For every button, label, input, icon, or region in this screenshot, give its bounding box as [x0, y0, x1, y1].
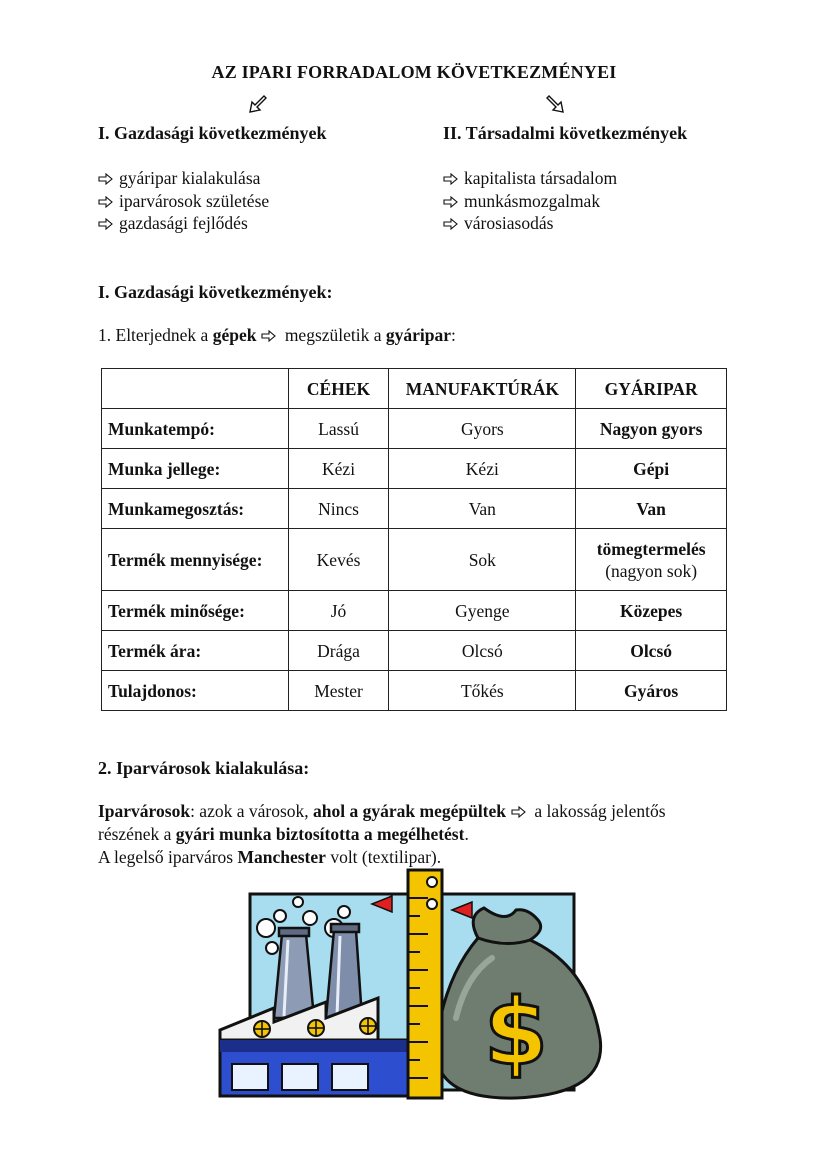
- table-header-cehek: CÉHEK: [288, 369, 389, 409]
- cell-cehek: Nincs: [288, 489, 389, 529]
- table-row: [102, 671, 727, 711]
- cell-cehek: Mester: [288, 671, 389, 711]
- arrow-down-right-icon: [544, 93, 566, 115]
- cell-gyaripar: Gépi: [576, 449, 727, 489]
- row-label: Munka jellege:: [102, 449, 289, 489]
- table-row: [102, 529, 727, 591]
- cell-manufakturak: Olcsó: [389, 631, 576, 671]
- cell-gyaripar-main: tömegtermelés: [596, 538, 706, 559]
- table-header-manufakturak: MANUFAKTÚRÁK: [389, 369, 576, 409]
- row-label: Munkamegosztás:: [102, 489, 289, 529]
- cell-gyaripar-note: (nagyon sok): [605, 560, 698, 581]
- section1-heading: I. Gazdasági következmények:: [98, 282, 333, 302]
- cell-cehek: Kézi: [288, 449, 389, 489]
- arrow-down-left-icon: [247, 93, 269, 115]
- section1-intro: 1. Elterjednek a gépek megszületik a gyáripar:: [98, 325, 456, 345]
- row-label: Termék mennyisége:: [102, 529, 289, 591]
- list-item: gyáripar kialakulása: [98, 167, 269, 190]
- cell-gyaripar: Olcsó: [576, 631, 727, 671]
- right-arrow-icon: [443, 218, 458, 230]
- manchester-term: Manchester: [237, 847, 326, 867]
- comparison-table: [101, 368, 727, 711]
- cell-gyaripar: Gyáros: [576, 671, 727, 711]
- cell-manufakturak: Kézi: [389, 449, 576, 489]
- cell-gyaripar: Van: [576, 489, 727, 529]
- list-item: városiasodás: [443, 212, 617, 235]
- factory-industry-term: gyáripar: [385, 325, 452, 345]
- industrial-cities-term: Iparvárosok: [98, 801, 191, 821]
- cell-manufakturak: Gyenge: [389, 591, 576, 631]
- row-label: Termék ára:: [102, 631, 289, 671]
- cell-manufakturak: Van: [389, 489, 576, 529]
- list-item: iparvárosok születése: [98, 190, 269, 213]
- table-row: [102, 591, 727, 631]
- right-arrow-icon: [261, 330, 276, 342]
- table-header-gyaripar: GYÁRIPAR: [576, 369, 727, 409]
- economic-consequences-list: [98, 167, 269, 235]
- table-header-empty: [102, 369, 289, 409]
- cell-manufakturak: Sok: [389, 529, 576, 591]
- right-arrow-icon: [98, 173, 113, 185]
- right-arrow-icon: [98, 196, 113, 208]
- table-row: [102, 631, 727, 671]
- cell-cehek: Lassú: [288, 409, 389, 449]
- right-arrow-icon: [443, 196, 458, 208]
- table-row: [102, 489, 727, 529]
- cell-gyaripar: Közepes: [576, 591, 727, 631]
- economic-consequences-heading: I. Gazdasági következmények: [98, 123, 327, 143]
- factory-money-bag-icon: [216, 868, 616, 1100]
- row-label: Tulajdonos:: [102, 671, 289, 711]
- cell-manufakturak: Tőkés: [389, 671, 576, 711]
- table-row: [102, 409, 727, 449]
- page-title: AZ IPARI FORRADALOM KÖVETKEZMÉNYEI: [211, 62, 617, 82]
- section2-paragraph: Iparvárosok: azok a városok, ahol a gyárak megépültek a lakosság jelentős részének a gyári munka biztosította a megélhetést. A legelső iparváros Manchester volt (textilipar).: [98, 801, 666, 867]
- row-label: Munkatempó:: [102, 409, 289, 449]
- cell-gyaripar: Nagyon gyors: [576, 409, 727, 449]
- cell-gyaripar: [576, 529, 727, 591]
- cell-cehek: Kevés: [288, 529, 389, 591]
- right-arrow-icon: [98, 218, 113, 230]
- social-consequences-heading: II. Társadalmi következmények: [443, 123, 688, 143]
- right-arrow-icon: [443, 173, 458, 185]
- table-header-row: [102, 369, 727, 409]
- table-row: [102, 449, 727, 489]
- section2-heading: 2. Iparvárosok kialakulása:: [98, 758, 310, 778]
- cell-cehek: Drága: [288, 631, 389, 671]
- list-item: gazdasági fejlődés: [98, 212, 269, 235]
- list-item: kapitalista társadalom: [443, 167, 617, 190]
- machines-term: gépek: [212, 325, 257, 345]
- row-label: Termék minősége:: [102, 591, 289, 631]
- dollar-sign: $: [483, 979, 549, 1086]
- social-consequences-list: [443, 167, 617, 235]
- cell-cehek: Jó: [288, 591, 389, 631]
- list-item: munkásmozgalmak: [443, 190, 617, 213]
- cell-manufakturak: Gyors: [389, 409, 576, 449]
- right-arrow-icon: [511, 806, 526, 818]
